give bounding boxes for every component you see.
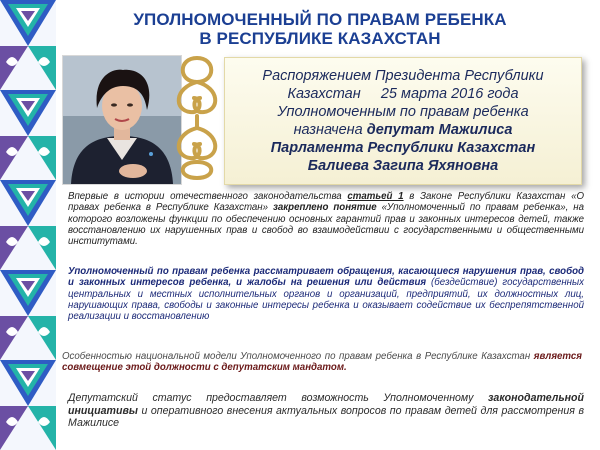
para3-text-1: Особенностью национальной модели Уполномоченного по правам ребенка в Республике Казахстан (62, 351, 534, 362)
quote-line-5 (225, 139, 581, 157)
para1-bold-2: закреплено понятие (272, 202, 377, 214)
page-title (120, 10, 520, 48)
quote-line-4-bold: депутат Мажилиса (366, 122, 513, 138)
quote-line-6-text: Балиева Загипа Яхяновна (307, 158, 499, 174)
title-line-2: В РЕСПУБЛИКЕ КАЗАХСТАН (199, 29, 441, 48)
portrait-photo (62, 55, 182, 185)
quote-line-4 (225, 121, 581, 139)
para3-bold-1: является совмещение этой должности с депутатским мандатом. (62, 351, 582, 374)
quote-line-1: Распоряжением Президента Республики (262, 68, 544, 84)
quote-line-4-plain: назначена (293, 122, 367, 138)
para4-bold-1: законодательной инициативы (68, 392, 584, 417)
kazakh-ornament-icon (0, 0, 56, 450)
para1-bold-1: статьей 1 (347, 191, 404, 202)
paragraph-complaints (68, 266, 584, 322)
title-line-1: УПОЛНОМОЧЕННЫЙ ПО ПРАВАМ РЕБЕНКА (133, 10, 507, 29)
gold-ornament (168, 52, 226, 182)
paragraph-law-article (68, 191, 584, 247)
paragraph-deputy-status (68, 392, 584, 430)
quote-line-3: Уполномоченным по правам ребенка (277, 104, 529, 120)
para2-bold-1: Уполномоченный по правам ребенка рассматривает обращения, касающиеся нарушения прав, свобод и законных интересов ребенка, и жалобы на решения или действия (68, 266, 584, 289)
para1-text-1: Впервые в истории отечественного законодательства (68, 191, 348, 202)
quote-line-5-text: Парламента Республики Казахстан (270, 140, 536, 156)
appointment-quote-box (224, 57, 582, 185)
quote-line-6 (225, 157, 581, 175)
gold-ornament-icon (168, 52, 226, 182)
para1-text-3: «Уполномоченный по правам ребенка», на которого возложены функции по обеспечению основных гарантий прав и законных интересов детей, также восстановлению их нарушенных прав и свобод во взаимодействии с государственными и общественными институтами. (68, 202, 584, 248)
quote-line-2: Казахстан 25 марта 2016 года (287, 86, 519, 102)
para4-text-2: и оперативного внесения актуальных вопросов по правам детей для рассмотрения в Мажилисе (68, 404, 584, 429)
para4-text-1: Депутатский статус предоставляет возможность Уполномоченному (68, 392, 489, 404)
para1-text-2: в Законе Республики Казахстан «О правах ребенка в Республике Казахстан» (68, 191, 584, 214)
left-ornament-strip (0, 0, 56, 450)
paragraph-national-model (62, 351, 582, 374)
para2-text-1: (бездействие) государственных центральных и местных исполнительных органов и организаций, предприятий, их должностных лиц, нарушающих права, свободы и законные интересы ребенка и оказывает содействие их беспрепятственной реализации и восстановлению (68, 277, 584, 323)
